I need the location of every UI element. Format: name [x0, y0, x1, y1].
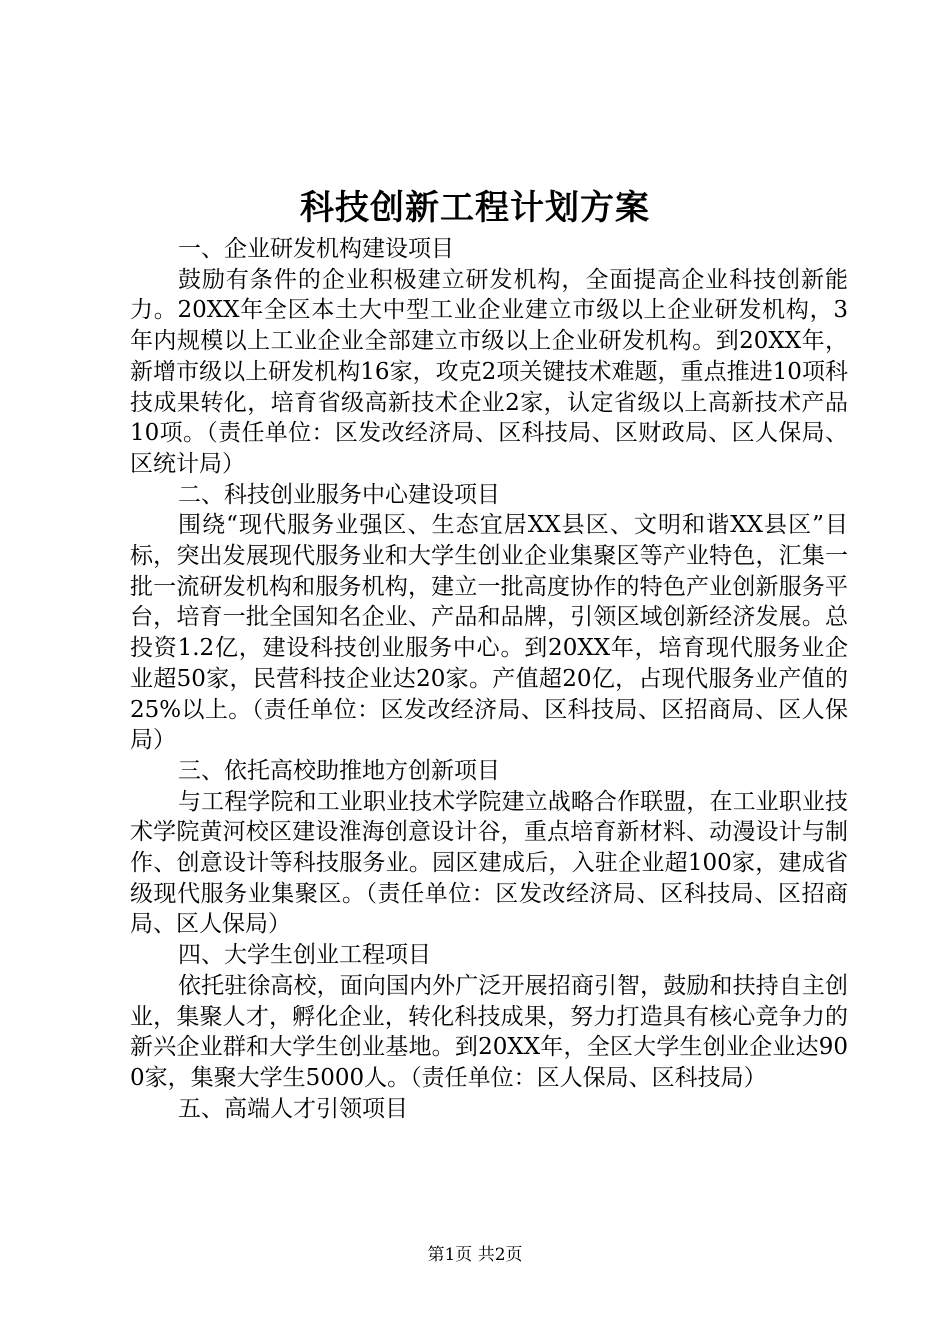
section-heading-5: 五、高端人才引领项目 — [178, 1095, 408, 1122]
section-body-4: 依托驻徐高校，面向国内外广泛开展招商引智，鼓励和扶持自主创业，集聚人才，孵化企业，转化科技成果，努力打造具有核心竞争力的新兴企业群和大学生创业基地。到20XX年，全区大学生创业企业达900家，集聚大学生5000人。（责任单位：区人保局、区科技局） — [130, 972, 848, 1091]
section-body-1: 鼓励有条件的企业积极建立研发机构，全面提高企业科技创新能力。20XX年全区本土大中型工业企业建立市级以上企业研发机构，3年内规模以上工业企业全部建立市级以上企业研发机构。到20XX年，新增市级以上研发机构16家，攻克2项关键技术难题，重点推进10项科技成果转化，培育省级高新技术企业2家，认定省级以上高新技术产品10项。（责任单位：区发改经济局、区科技局、区财政局、区人保局、区统计局） — [130, 266, 848, 477]
page-footer: 第1页 共2页 — [427, 1245, 523, 1265]
section-body-2: 围绕“现代服务业强区、生态宜居XX县区、文明和谐XX县区”目标，突出发展现代服务业和大学生创业企业集聚区等产业特色，汇集一批一流研发机构和服务机构，建立一批高度协作的特色产业创新服务平台，培育一批全国知名企业、产品和品牌，引领区域创新经济发展。总投资1.2亿，建设科技创业服务中心。到20XX年，培育现代服务业企业超50家，民营科技企业达20家。产值超20亿，占现代服务业产值的25%以上。（责任单位：区发改经济局、区科技局、区招商局、区人保局） — [130, 512, 848, 754]
section-heading-3: 三、依托高校助推地方创新项目 — [178, 757, 500, 784]
section-heading-1: 一、企业研发机构建设项目 — [178, 236, 454, 262]
document-body — [130, 234, 848, 1124]
section-heading-4: 四、大学生创业工程项目 — [178, 942, 431, 969]
section-heading-2: 二、科技创业服务中心建设项目 — [178, 481, 500, 508]
section-body-3: 与工程学院和工业职业技术学院建立战略合作联盟，在工业职业技术学院黄河校区建设淮海创意设计谷，重点培育新材料、动漫设计与制作、创意设计等科技服务业。园区建成后，入驻企业超100家，建成省级现代服务业集聚区。（责任单位：区发改经济局、区科技局、区招商局、区人保局） — [130, 788, 848, 938]
document-title: 科技创新工程计划方案 — [300, 188, 650, 228]
